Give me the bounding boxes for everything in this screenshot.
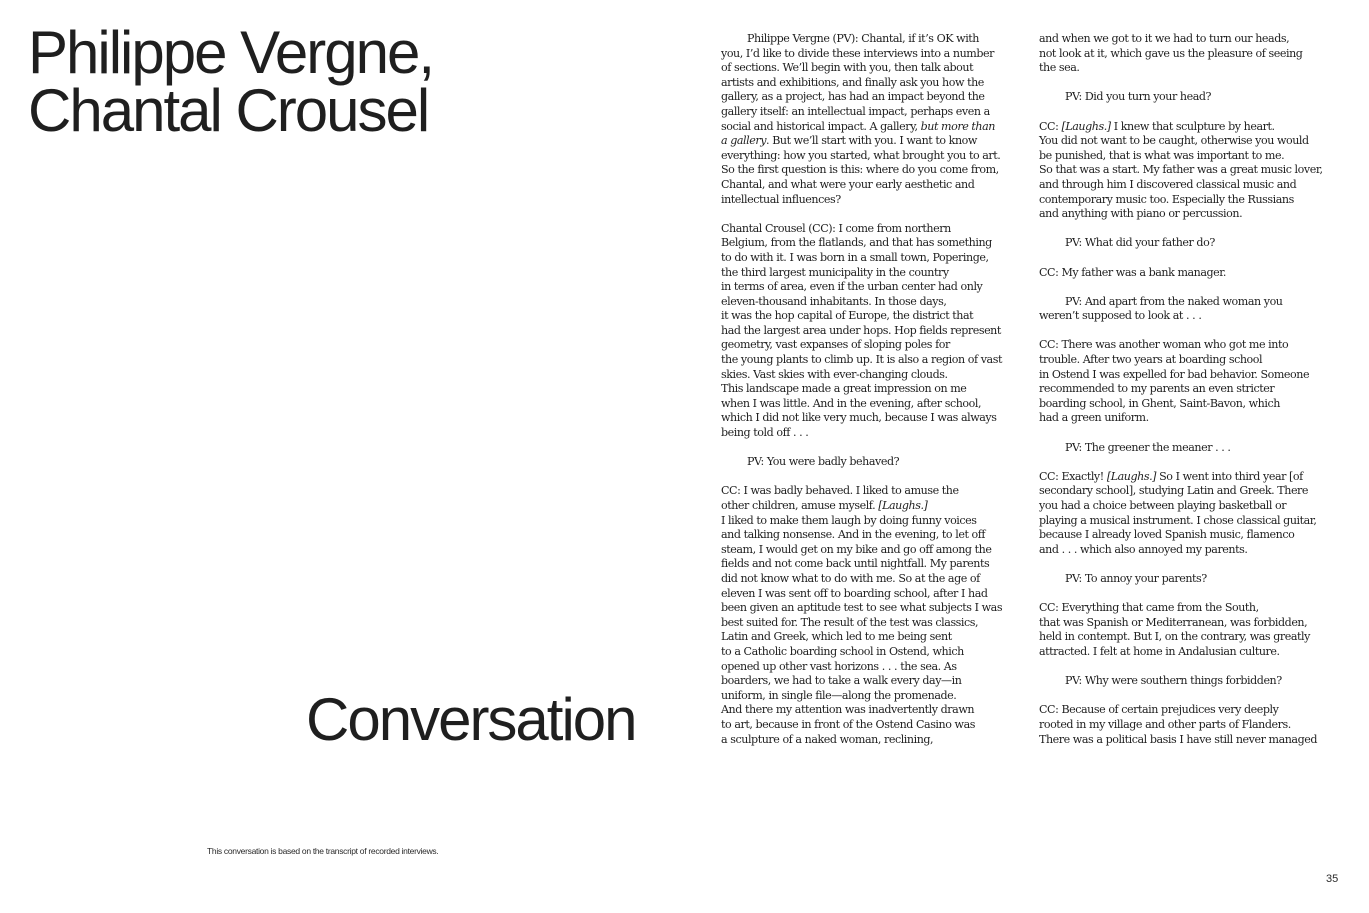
text-line: that was Spanish or Mediterranean, was forbidden, — [1039, 615, 1308, 629]
text-line: and when we got to it we had to turn our heads, — [1039, 32, 1290, 45]
answer-paragraph — [721, 484, 1026, 747]
answer-paragraph — [1039, 703, 1344, 747]
text-line: attracted. I felt at home in Andalusian culture. — [1039, 644, 1280, 658]
question-paragraph — [1039, 674, 1344, 689]
text-line: to a Catholic boarding school in Ostend, which — [721, 644, 964, 658]
answer-paragraph — [1039, 338, 1344, 426]
question-paragraph — [721, 455, 1026, 470]
title-line-1: Philippe Vergne, — [28, 19, 433, 86]
footnote: This conversation is based on the transcript of recorded interviews. — [207, 846, 439, 856]
text-line: gallery, as a project, has had an impact beyond the — [721, 90, 985, 104]
text-line: and anything with piano or percussion. — [1039, 207, 1243, 221]
text-line: in Ostend I was expelled for bad behavior. Someone — [1039, 367, 1310, 381]
text-line: eleven I was sent off to boarding school, after I had — [721, 586, 988, 600]
text-line: recommended to my parents an even stricter — [1039, 382, 1275, 396]
text-line: Philippe Vergne (PV): Chantal, if it’s OK with — [747, 32, 979, 45]
question-paragraph — [1039, 236, 1344, 251]
text-line: Chantal Crousel (CC): I come from northern — [721, 221, 951, 235]
question-paragraph — [1039, 90, 1344, 105]
page-number: 35 — [1326, 873, 1339, 885]
text-line: I liked to make them laugh by doing funny voices — [721, 513, 977, 527]
text-line: PV: The greener the meaner . . . — [1065, 440, 1231, 454]
text-line: CC: Exactly! [Laughs.] So I went into third year [of — [1039, 469, 1303, 483]
text-line: and . . . which also annoyed my parents. — [1039, 542, 1248, 556]
question-paragraph — [1039, 441, 1344, 456]
text-line: other children, amuse myself. [Laughs.] — [721, 499, 928, 512]
question-paragraph — [721, 32, 1026, 207]
text-line: did not know what to do with me. So at the age of — [721, 571, 980, 585]
text-line: steam, I would get on my bike and go off among the — [721, 542, 992, 556]
text-line: had a green uniform. — [1039, 411, 1149, 425]
text-line: of sections. We’ll begin with you, then talk about — [721, 61, 974, 75]
text-line: CC: There was another woman who got me into — [1039, 338, 1289, 352]
text-line: social and historical impact. A gallery, but more than — [721, 119, 995, 133]
text-line: PV: To annoy your parents? — [1065, 571, 1207, 585]
text-line: been given an aptitude test to see what subjects I was — [721, 601, 1003, 615]
text-line: intellectual influences? — [721, 192, 841, 206]
text-line: eleven-thousand inhabitants. In those days, — [721, 294, 947, 308]
text-line: be punished, that is what was important to me. — [1039, 148, 1285, 162]
text-line: uniform, in single file—along the promenade. — [721, 688, 957, 702]
text-column-right — [1039, 32, 1344, 762]
text-line: to do with it. I was born in a small town, Poperinge, — [721, 250, 989, 264]
conversation-heading: Conversation — [306, 686, 636, 753]
text-line: This landscape made a great impression on me — [721, 382, 967, 396]
text-line: and talking nonsense. And in the evening, to let off — [721, 528, 986, 542]
text-line: fields and not come back until nightfall. My parents — [721, 557, 990, 571]
text-line: geometry, vast expanses of sloping poles for — [721, 338, 950, 352]
text-line: Belgium, from the flatlands, and that has something — [721, 236, 992, 250]
italic-text: but more than — [920, 119, 995, 133]
text-line: held in contempt. But I, on the contrary, was greatly — [1039, 630, 1310, 644]
text-line: CC: Because of certain prejudices very deeply — [1039, 703, 1279, 717]
answer-paragraph — [721, 222, 1026, 441]
text-line: Chantal, and what were your early aesthetic and — [721, 177, 975, 191]
page-title — [28, 19, 433, 144]
text-line: CC: Everything that came from the South, — [1039, 601, 1259, 615]
text-column-left — [721, 32, 1026, 762]
text-line: which I did not like very much, because I was always — [721, 411, 997, 425]
text-line: not look at it, which gave us the pleasure of seeing — [1039, 46, 1303, 60]
text-line: boarding school, in Ghent, Saint-Bavon, which — [1039, 396, 1280, 410]
text-line: opened up other vast horizons . . . the sea. As — [721, 659, 957, 673]
text-line: rooted in my village and other parts of Flanders. — [1039, 717, 1291, 731]
text-line: a gallery. But we’ll start with you. I want to know — [721, 134, 977, 148]
text-line: the sea. — [1039, 61, 1080, 75]
text-line: weren’t supposed to look at . . . — [1039, 309, 1202, 323]
text-line: CC: I was badly behaved. I liked to amuse the — [721, 484, 959, 498]
text-line: you had a choice between playing basketball or — [1039, 499, 1287, 512]
text-line: had the largest area under hops. Hop fields represent — [721, 323, 1001, 337]
title-line-2: Chantal Crousel — [28, 77, 429, 144]
text-line: There was a political basis I have still never managed — [1039, 732, 1318, 746]
text-line: Latin and Greek, which led to me being sent — [721, 630, 952, 644]
text-line: when I was little. And in the evening, after school, — [721, 396, 982, 410]
answer-paragraph — [1039, 266, 1344, 281]
text-line: playing a musical instrument. I chose classical guitar, — [1039, 513, 1317, 527]
text-line: gallery itself: an intellectual impact, perhaps even a — [721, 104, 990, 118]
answer-paragraph — [1039, 470, 1344, 558]
text-line: boarders, we had to take a walk every day—in — [721, 674, 962, 688]
text-line: and through him I discovered classical music and — [1039, 177, 1297, 191]
text-line: And there my attention was inadvertently drawn — [721, 703, 975, 717]
text-line: the third largest municipality in the country — [721, 265, 949, 279]
text-line: You did not want to be caught, otherwise you would — [1039, 134, 1309, 148]
text-line: trouble. After two years at boarding school — [1039, 353, 1263, 367]
text-line: contemporary music too. Especially the Russians — [1039, 192, 1294, 206]
text-line: PV: And apart from the naked woman you — [1065, 294, 1283, 308]
text-line: the young plants to climb up. It is also a region of vast — [721, 353, 1002, 367]
answer-paragraph — [1039, 120, 1344, 222]
text-line: best suited for. The result of the test was classics, — [721, 615, 979, 629]
answer-paragraph — [1039, 601, 1344, 659]
text-line: skies. Vast skies with ever-changing clouds. — [721, 367, 948, 381]
text-line: PV: What did your father do? — [1065, 236, 1215, 250]
text-line: CC: [Laughs.] I knew that sculpture by heart. — [1039, 119, 1275, 133]
italic-text: [Laughs.] — [1106, 469, 1157, 483]
text-line: So that was a start. My father was a great music lover, — [1039, 163, 1323, 177]
italic-text: [Laughs.] — [1061, 119, 1111, 133]
text-line: PV: You were badly behaved? — [747, 455, 900, 469]
text-line: So the first question is this: where do you come from, — [721, 163, 999, 177]
text-line: everything: how you started, what brought you to art. — [721, 148, 1001, 162]
answer-paragraph — [1039, 32, 1344, 76]
text-line: you, I’d like to divide these interviews into a number — [721, 46, 994, 60]
text-line: PV: Why were southern things forbidden? — [1065, 674, 1282, 688]
text-line: PV: Did you turn your head? — [1065, 90, 1212, 104]
text-line: artists and exhibitions, and finally ask you how the — [721, 75, 984, 89]
text-line: to art, because in front of the Ostend Casino was — [721, 717, 975, 731]
text-line: it was the hop capital of Europe, the district that — [721, 309, 974, 323]
text-line: CC: My father was a bank manager. — [1039, 265, 1227, 279]
text-line: because I already loved Spanish music, flamenco — [1039, 528, 1295, 542]
text-line: a sculpture of a naked woman, reclining, — [721, 732, 934, 746]
text-line: in terms of area, even if the urban center had only — [721, 280, 983, 294]
question-paragraph — [1039, 572, 1344, 587]
italic-text: [Laughs.] — [878, 499, 928, 512]
question-paragraph — [1039, 295, 1344, 324]
italic-text: a gallery — [721, 134, 767, 148]
text-line: being told off . . . — [721, 426, 809, 440]
text-line: secondary school], studying Latin and Greek. There — [1039, 484, 1309, 498]
